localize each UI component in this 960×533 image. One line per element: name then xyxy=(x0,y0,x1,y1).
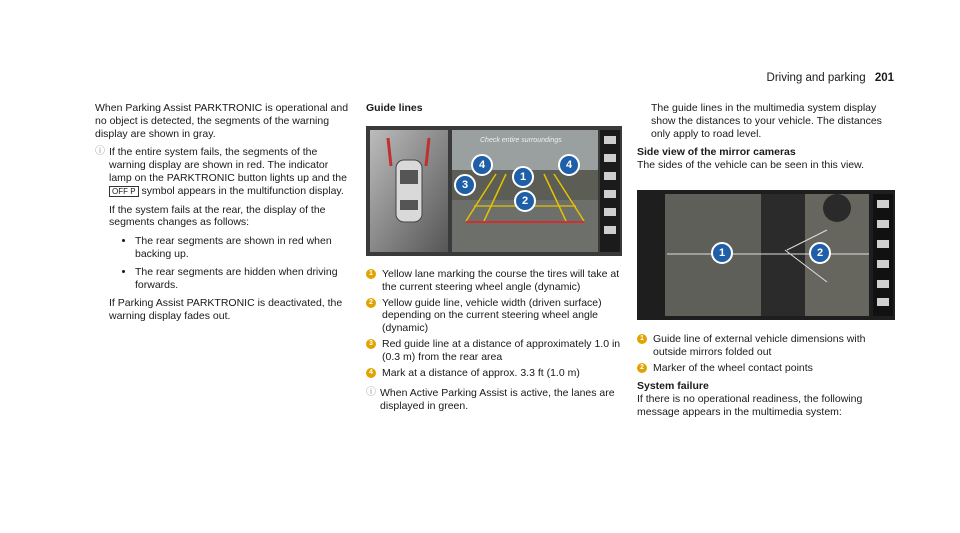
guide-lines-heading: Guide lines xyxy=(366,102,423,114)
callout-4-left: 4 xyxy=(471,154,493,176)
note-text: When Active Parking Assist is active, the lanes are displayed in green. xyxy=(380,387,615,413)
legend-text: Red guide line at a distance of approximately 1.0 in (0.3 m) from the rear area xyxy=(382,337,621,363)
system-failure-heading: System failure xyxy=(637,380,709,393)
info-note xyxy=(95,146,353,329)
legend-item xyxy=(366,338,624,364)
section-title: Driving and parking xyxy=(766,72,866,84)
callout-1: 1 xyxy=(512,166,534,188)
list-item: • The rear segments are hidden when driving forwards. xyxy=(135,266,353,292)
legend-text: Marker of the wheel contact points xyxy=(653,361,813,374)
guide-lines-legend xyxy=(366,268,624,419)
callout-3: 3 xyxy=(454,174,476,196)
list-item: • The rear segments are shown in red when backing up. xyxy=(135,235,353,261)
note-text-a: If the entire system fails, the segments of the warning display are shown in red. The indicator lamp on the PARKTRONIC button lights up and the xyxy=(109,146,347,184)
screen-title: Check entire surroundings xyxy=(480,137,562,144)
info-icon: ⓘ xyxy=(366,387,376,399)
legend-item xyxy=(637,333,897,359)
legend-text: Mark at a distance of approx. 3.3 ft (1.0 m) xyxy=(382,366,580,379)
legend-number: 4 xyxy=(366,368,376,378)
rear-camera-screenshot xyxy=(366,126,622,256)
mirror-camera-illustration xyxy=(637,190,895,320)
column-1 xyxy=(95,102,353,335)
legend-number: 2 xyxy=(637,363,647,373)
legend-number: 1 xyxy=(637,334,647,344)
legend-text: Yellow guide line, vehicle width (driven surface) depending on the current steering wheel angle (dynamic) xyxy=(382,296,602,335)
legend-item xyxy=(637,362,897,375)
note-text-b: symbol appears in the multifunction display. xyxy=(141,184,344,197)
intro-paragraph: When Parking Assist PARKTRONIC is operational and no object is detected, the segments of the warning display are shown in gray. xyxy=(95,102,349,140)
parktronic-off-symbol: OFF P xyxy=(109,186,139,197)
column-2 xyxy=(366,102,624,115)
callout-2: 2 xyxy=(514,190,536,212)
guide-lines-distance-paragraph: The guide lines in the multimedia system display show the distances to your vehicle. The distances only apply to road level. xyxy=(651,102,882,140)
mirror-legend xyxy=(637,333,897,425)
callout-1: 1 xyxy=(711,242,733,264)
legend-number: 1 xyxy=(366,269,376,279)
info-note xyxy=(366,387,624,413)
column-3 xyxy=(637,102,897,178)
bullet-list xyxy=(123,235,353,291)
mirror-cameras-heading: Side view of the mirror cameras xyxy=(637,146,796,159)
note-paragraph-2: If the system fails at the rear, the display of the segments changes as follows: xyxy=(109,203,326,229)
mirror-cameras-text: The sides of the vehicle can be seen in this view. xyxy=(637,159,865,172)
legend-number: 3 xyxy=(366,339,376,349)
note-paragraph-1 xyxy=(109,146,353,197)
legend-text: Guide line of external vehicle dimensions with outside mirrors folded out xyxy=(653,333,866,358)
callout-2: 2 xyxy=(809,242,831,264)
legend-item xyxy=(366,367,624,380)
mirror-camera-screenshot xyxy=(637,190,895,320)
system-failure-text: If there is no operational readiness, the following message appears in the multimedia system: xyxy=(637,393,863,418)
rear-camera-illustration xyxy=(366,126,622,256)
legend-text: Yellow lane marking the course the tires will take at the current steering wheel angle (dynamic) xyxy=(382,268,620,293)
legend-number: 2 xyxy=(366,298,376,308)
callout-4-right: 4 xyxy=(558,154,580,176)
legend-item xyxy=(366,268,624,294)
info-icon: ⓘ xyxy=(95,146,105,158)
page-header xyxy=(767,72,894,84)
page-number: 201 xyxy=(874,72,894,84)
deactivated-paragraph: If Parking Assist PARKTRONIC is deactivated, the warning display fades out. xyxy=(109,297,343,323)
legend-item xyxy=(366,297,624,335)
